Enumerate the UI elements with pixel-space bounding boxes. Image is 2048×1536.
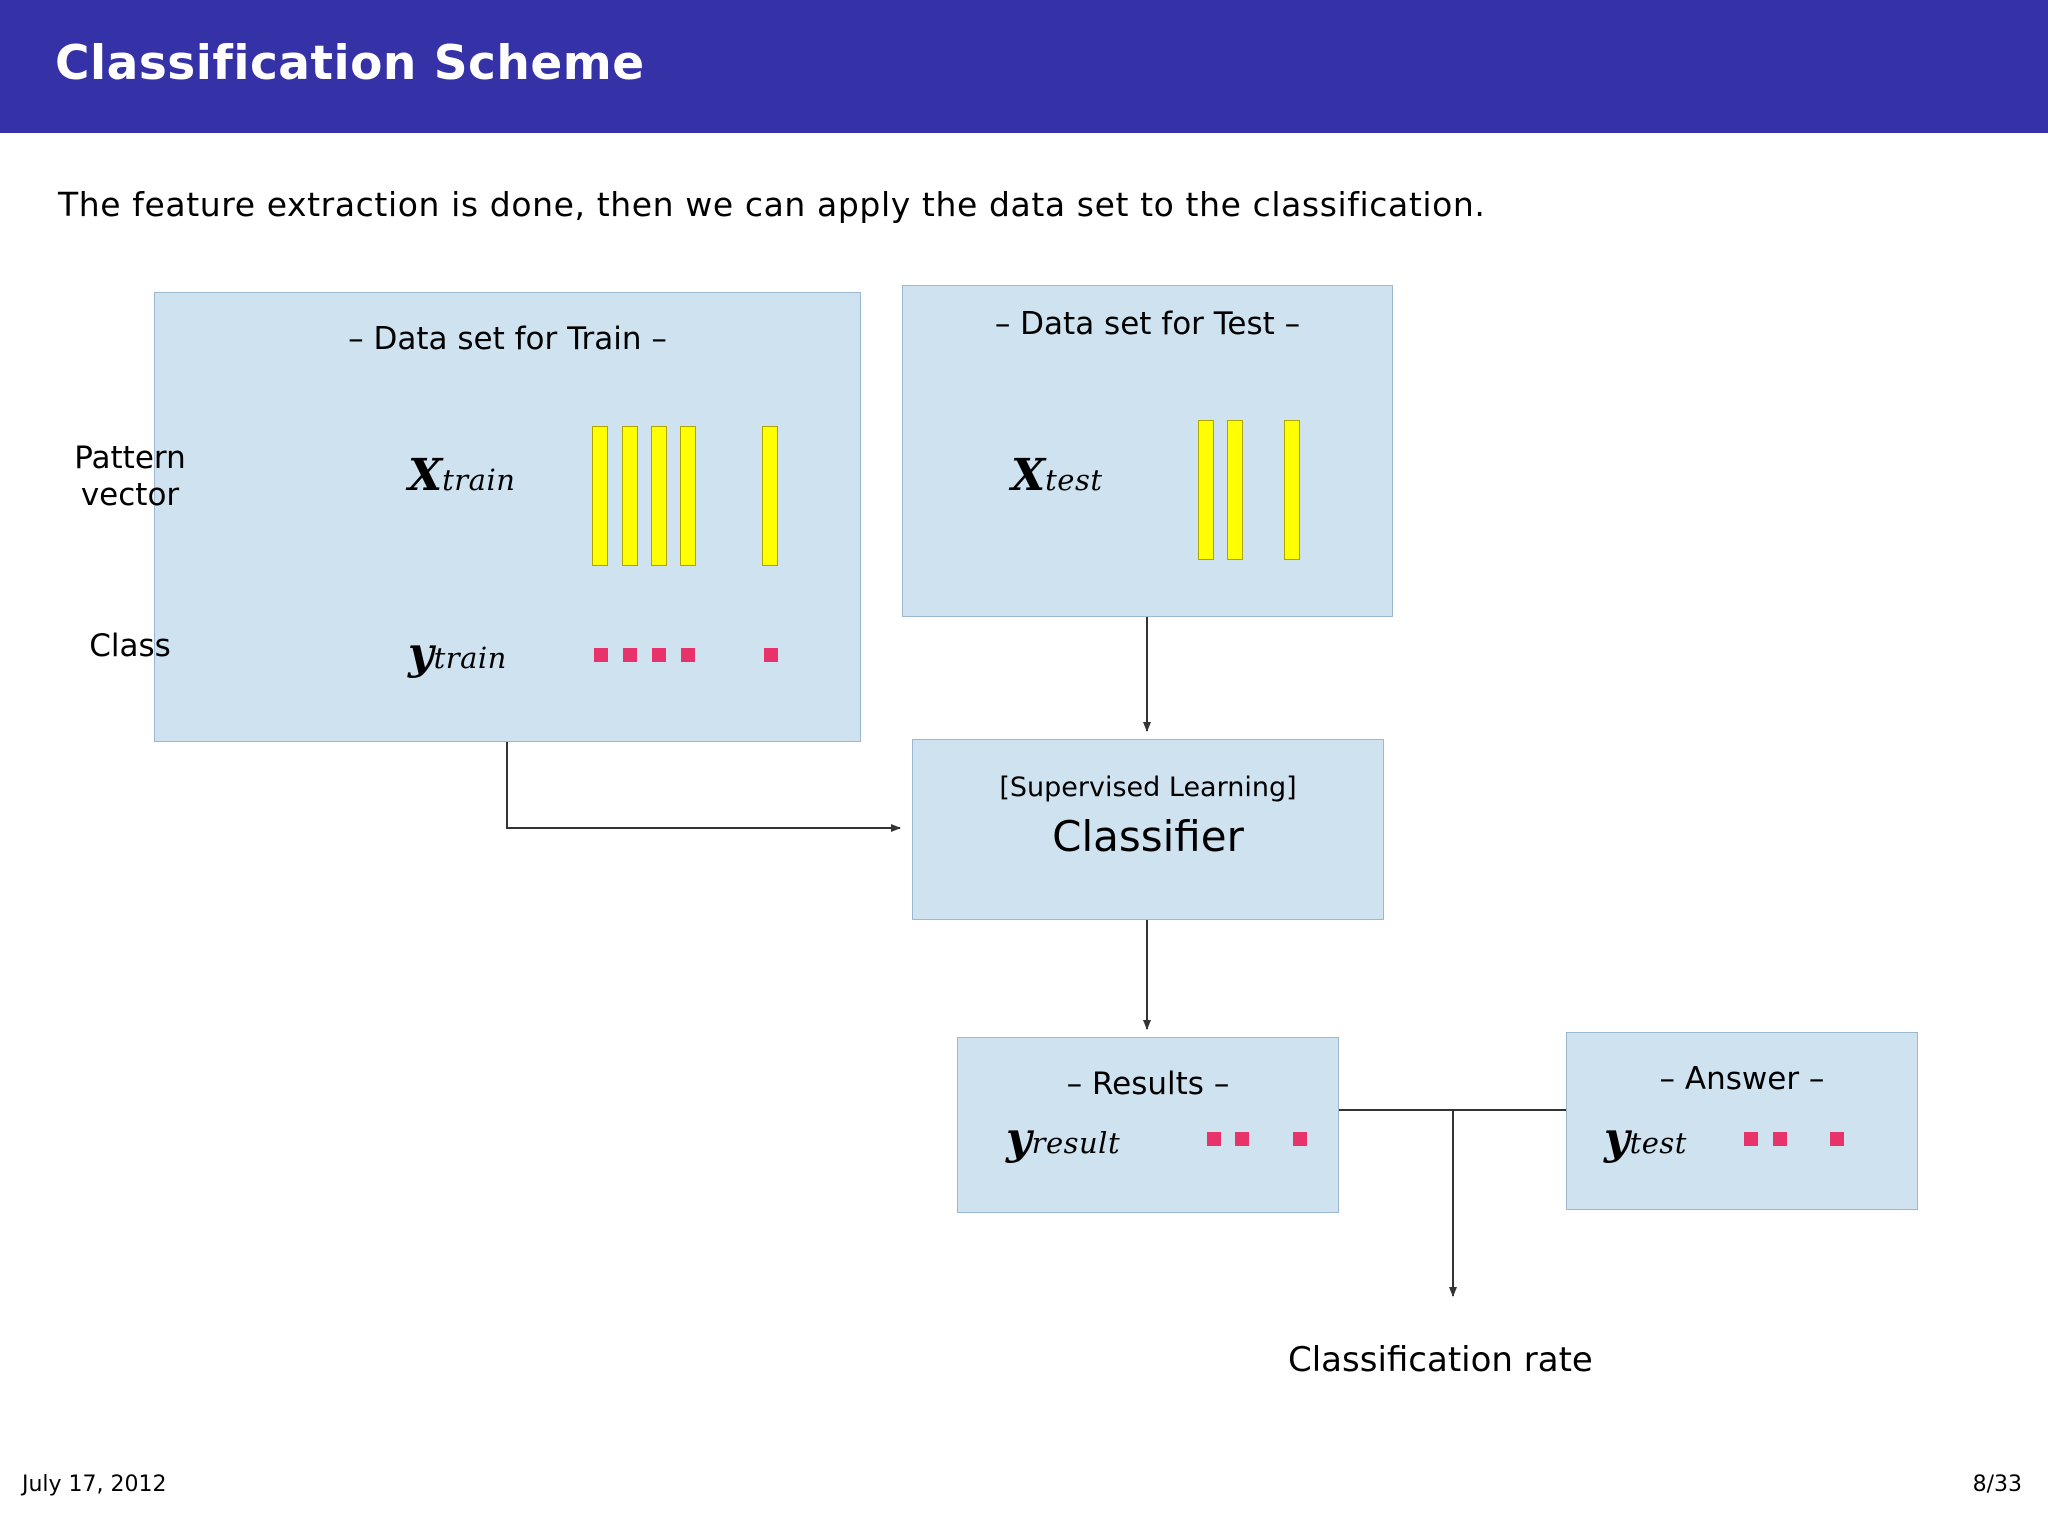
train-class-symbol (408, 628, 507, 679)
results-square (1207, 1132, 1221, 1146)
page-title: Classification Scheme (55, 36, 645, 91)
results-symbol-base: y (1006, 1113, 1032, 1164)
slide-title-bar (0, 0, 2048, 133)
test-dataset-box (902, 285, 1393, 617)
test-pattern-symbol-sub: test (1045, 463, 1103, 497)
classifier-box (912, 739, 1384, 920)
answer-symbol-base: y (1604, 1113, 1630, 1164)
answer-symbol (1604, 1113, 1687, 1164)
test-pattern-symbol (1011, 450, 1103, 501)
results-title: – Results – (1066, 1066, 1230, 1102)
train-pattern-bar (592, 426, 608, 566)
test-pattern-symbol-base: X (1011, 450, 1046, 501)
answer-symbol-sub: test (1629, 1126, 1687, 1160)
results-square (1235, 1132, 1249, 1146)
train-pattern-symbol-base: X (408, 450, 443, 501)
train-pattern-bar (680, 426, 696, 566)
train-pattern-bar (622, 426, 638, 566)
train-class-square (623, 648, 637, 662)
answer-square (1773, 1132, 1787, 1146)
train-class-square (652, 648, 666, 662)
test-pattern-bar (1198, 420, 1214, 560)
train-class-label: Class (89, 628, 171, 664)
train-pattern-bar (651, 426, 667, 566)
train-pattern-vector-label (30, 440, 230, 513)
train-class-symbol-sub: train (433, 641, 507, 675)
train-class-square (764, 648, 778, 662)
footer-page-number: 8/33 (1972, 1472, 2022, 1497)
train-pattern-bar (762, 426, 778, 566)
answer-square (1830, 1132, 1844, 1146)
train-pattern-symbol (408, 450, 515, 501)
test-pattern-bar (1227, 420, 1243, 560)
results-symbol-sub: result (1031, 1126, 1121, 1160)
train-class-square (681, 648, 695, 662)
train-pattern-vector-label-line2: vector (80, 476, 180, 513)
train-dataset-title: – Data set for Train – (348, 321, 667, 357)
train-class-symbol-base: y (408, 628, 434, 679)
classification-rate-label: Classification rate (1288, 1340, 1593, 1380)
classifier-title: Classifier (1052, 812, 1244, 861)
test-dataset-title: – Data set for Test – (994, 306, 1301, 342)
train-pattern-vector-label-line1: Pattern (74, 440, 186, 476)
intro-paragraph: The feature extraction is done, then we can apply the data set to the classification. (58, 185, 1486, 224)
train-dataset-box (154, 292, 861, 742)
test-pattern-bar (1284, 420, 1300, 560)
results-square (1293, 1132, 1307, 1146)
answer-title: – Answer – (1659, 1061, 1825, 1097)
answer-square (1744, 1132, 1758, 1146)
footer-date: July 17, 2012 (22, 1472, 167, 1497)
train-class-square (594, 648, 608, 662)
classifier-subtitle: [Supervised Learning] (999, 772, 1297, 803)
results-symbol (1006, 1113, 1120, 1164)
train-pattern-symbol-sub: train (442, 463, 516, 497)
